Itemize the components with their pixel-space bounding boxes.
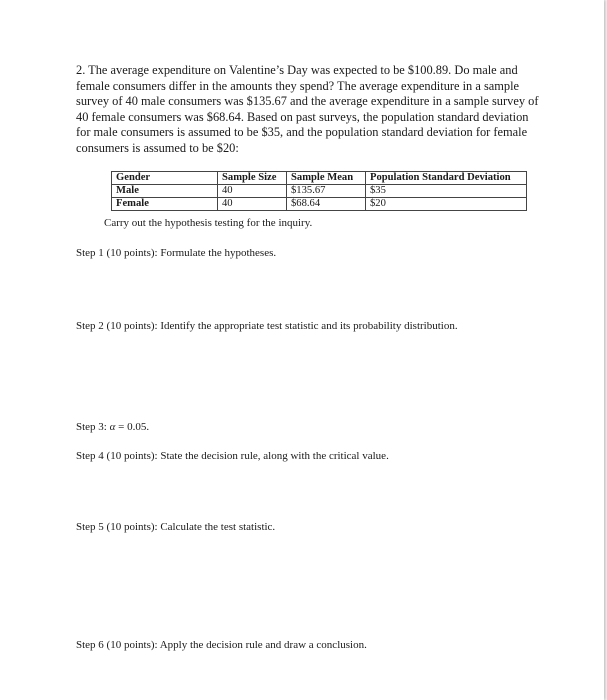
question-text: 2. The average expenditure on Valentine’s Day was expected to be $100.89. Do male and female consumers differ in the amounts they spend? The average expenditure in a sample survey of 40 male consumers was $135.67 and the average expenditure in a sample survey of 40 female consumers was $68.64. Based on past surveys, the population standard deviation for male consumers is assumed to be $35, and the population standard deviation for female consumers is assumed to be $20: [76,63,539,155]
header-gender: Gender [112,172,218,185]
step-3-value: = 0.05. [115,421,150,433]
step-5: Step 5 (10 points): Calculate the test statistic. [76,521,276,533]
cell-population-sd: $20 [366,198,527,211]
cell-gender: Male [112,185,218,198]
step-4: Step 4 (10 points): State the decision rule, along with the critical value. [76,450,389,462]
header-population-sd: Population Standard Deviation [366,172,527,185]
table-header-row [112,172,527,185]
header-sample-size: Sample Size [218,172,287,185]
step-3 [76,421,149,433]
step-3-label: Step 3: [76,421,110,433]
cell-sample-size: 40 [218,185,287,198]
step-2: Step 2 (10 points): Identify the appropriate test statistic and its probability distribution. [76,320,458,332]
table-row [112,198,527,211]
cell-sample-mean: $135.67 [287,185,366,198]
step-1: Step 1 (10 points): Formulate the hypotheses. [76,247,277,259]
table-row [112,185,527,198]
header-sample-mean: Sample Mean [287,172,366,185]
cell-sample-size: 40 [218,198,287,211]
data-table [111,171,527,211]
alpha-symbol: α [109,421,116,433]
cell-gender: Female [112,198,218,211]
carry-out-instruction: Carry out the hypothesis testing for the inquiry. [104,217,313,229]
step-6: Step 6 (10 points): Apply the decision rule and draw a conclusion. [76,639,367,651]
cell-sample-mean: $68.64 [287,198,366,211]
cell-population-sd: $35 [366,185,527,198]
